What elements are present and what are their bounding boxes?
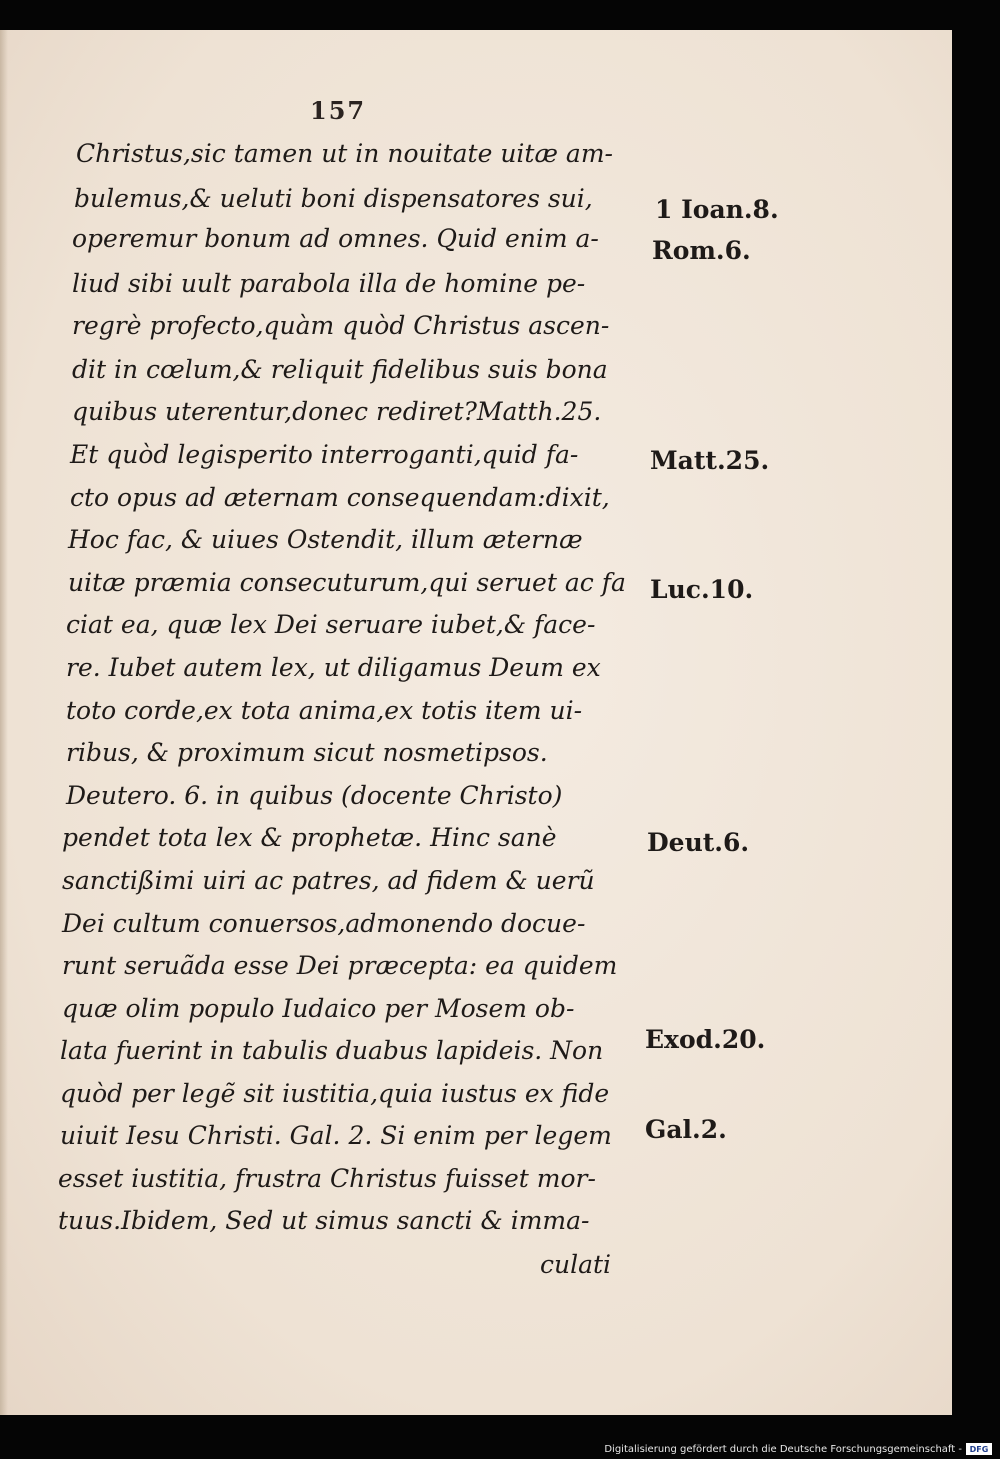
text-line: quòd per legẽ sit iustitia,quia iustus ex fide [60, 1079, 610, 1108]
text-line: runt seruãda esse Dei præcepta: ea quidem [62, 951, 618, 980]
margin-note: Matt.25. [650, 446, 770, 475]
text-line: bulemus,& ueluti boni dispensatores sui, [74, 184, 593, 213]
digitization-footer [604, 1441, 992, 1457]
text-line: re. Iubet autem lex, ut diligamus Deum ex [66, 653, 601, 682]
text-line: operemur bonum ad omnes. Quid enim a- [72, 224, 599, 253]
text-line: regrè profecto,quàm quòd Christus ascen- [72, 311, 610, 340]
margin-note: Exod.20. [645, 1025, 766, 1054]
page-number: 157 [310, 96, 367, 125]
text-line: sanctißimi uiri ac patres, ad fidem & uerũ [62, 866, 595, 895]
text-line: pendet tota lex & prophetæ. Hinc sanè [62, 823, 557, 852]
text-line: cto opus ad æternam consequendam:dixit, [70, 483, 610, 512]
page-gutter-shadow [0, 30, 8, 1415]
text-line: quibus uterentur,donec rediret?Matth.25. [72, 397, 602, 426]
text-line: Deutero. 6. in quibus (docente Christo) [66, 781, 563, 810]
catchword: culati [540, 1250, 612, 1279]
text-line: ciat ea, quæ lex Dei seruare iubet,& face- [66, 610, 596, 639]
text-line: quæ olim populo Iudaico per Mosem ob- [62, 994, 575, 1023]
margin-note: Rom.6. [652, 236, 751, 265]
text-line: uitæ præmia consecuturum,qui seruet ac fa [68, 568, 626, 597]
text-line: lata fuerint in tabulis duabus lapideis. Non [60, 1036, 604, 1065]
footer-credit: Digitalisierung gefördert durch die Deutsche Forschungsgemeinschaft - [604, 1443, 962, 1455]
text-line: toto corde,ex tota anima,ex totis item ui- [66, 696, 583, 725]
text-line: esset iustitia, frustra Christus fuisset mor- [58, 1164, 596, 1193]
text-line: liud sibi uult parabola illa de homine pe- [72, 269, 586, 298]
margin-note: 1 Ioan.8. [655, 195, 779, 224]
dfg-logo-icon: DFG [966, 1443, 992, 1455]
text-line: tuus.Ibidem, Sed ut simus sancti & imma- [58, 1206, 590, 1235]
text-line: Christus,sic tamen ut in nouitate uitæ am- [76, 139, 613, 168]
text-line: dit in cœlum,& reliquit fidelibus suis bona [72, 355, 608, 384]
text-line: ribus, & proximum sicut nosmetipsos. [66, 738, 548, 767]
margin-note: Luc.10. [650, 575, 754, 604]
margin-note: Gal.2. [645, 1115, 727, 1144]
text-line: Dei cultum conuersos,admonendo docue- [62, 909, 586, 938]
margin-note: Deut.6. [647, 828, 750, 857]
text-line: uiuit Iesu Christi. Gal. 2. Si enim per legem [60, 1121, 612, 1150]
text-line: Et quòd legisperito interroganti,quid fa- [70, 440, 579, 469]
text-line: Hoc fac, & uiues Ostendit, illum æternæ [68, 525, 583, 554]
